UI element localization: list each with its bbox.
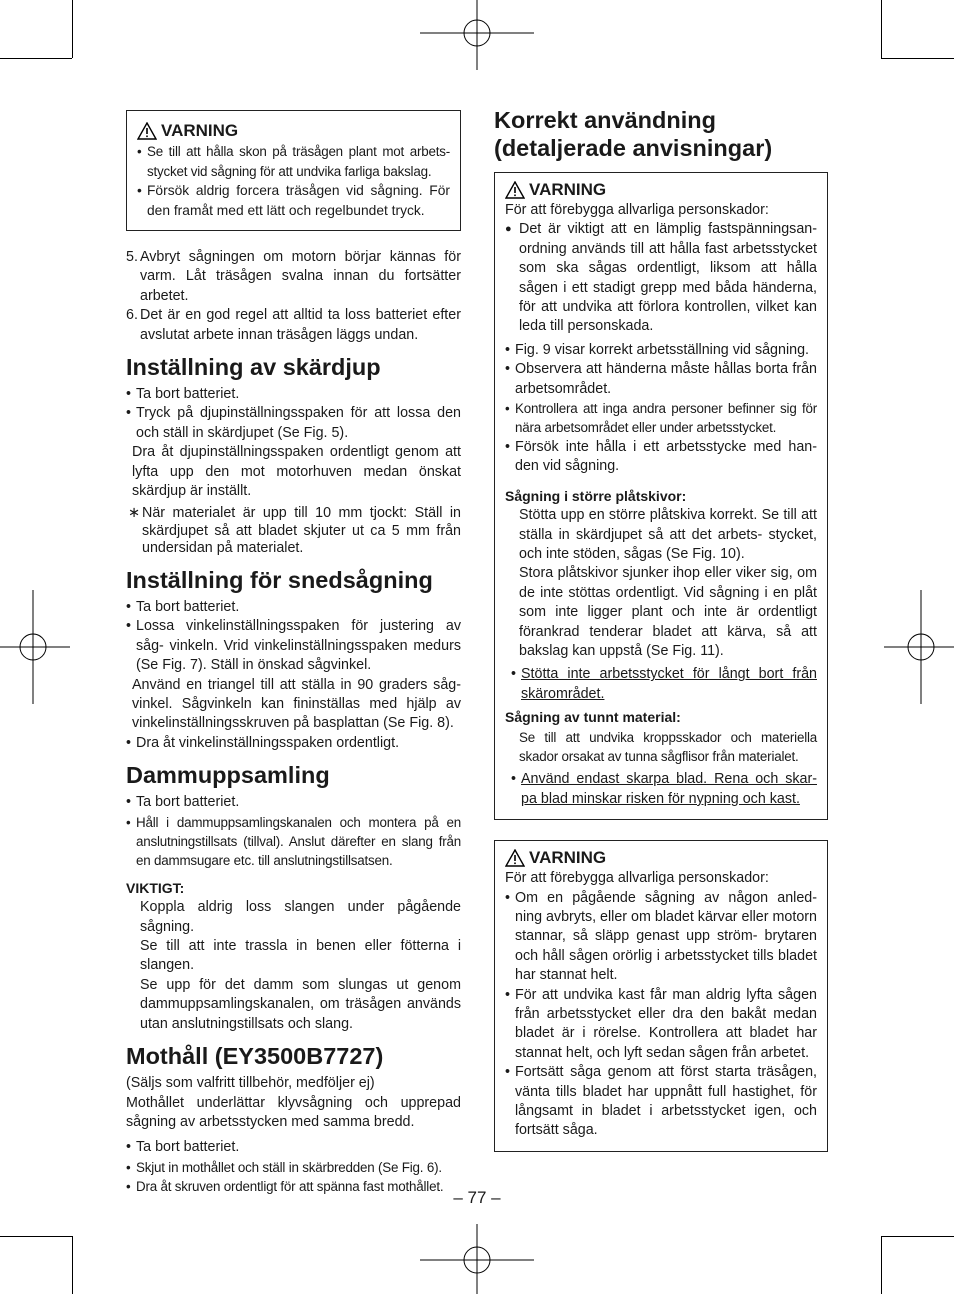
paragraph: Dra åt djupinställningsspaken ordentligt genom att lyfta upp den mot motorhuven medan önskat skärdjup är inställt. [132, 444, 461, 500]
warning-heading [505, 179, 817, 201]
paragraph: Se till att undvika kroppsskador och materiella skador orsakat av tunna sågflisor från materialet. [519, 729, 817, 764]
list-item: • Om en pågående sågning av någon anled- ning avbryts, eller om bladet kärvar eller motorn stannar, så släpp genast upp ström- brytaren och håll sågen orörlig i arbetsstycket tills bladet har stannat helt. [505, 889, 817, 986]
section-title-correct-use: Korrekt användning (detaljerade anvisningar) [494, 107, 773, 161]
list-item: • Fig. 9 visar korrekt arbetsställning vid sågning. [505, 341, 817, 360]
paragraph: (Säljs som valfritt tillbehör, medföljer ej) [126, 1075, 375, 1092]
list-item: • Se till att hålla skon på träsågen plant mot arbets- stycket vid sågning för att undvika farliga bakslag. [137, 142, 450, 181]
paragraph: Se till att inte trassla in benen eller fötterna i slangen. [140, 938, 461, 974]
list-item: • Ta bort batteriet. [126, 385, 461, 404]
registration-mark-top [420, 0, 534, 70]
section-title-fence: Mothåll (EY3500B7727) [126, 1043, 384, 1070]
paragraph: Mothållet underlättar klyvsågning och upprepad sågning av arbetsstycken med samma bredd. [126, 1094, 461, 1130]
warning-intro: För att förebygga allvarliga personskador: [505, 870, 769, 887]
warning-heading-text: VARNING [161, 121, 239, 140]
list-item: • Försök aldrig forcera träsågen vid sågning. För den framåt med ett lätt och regelbundet tryck. [137, 181, 450, 220]
warning-intro: För att förebygga allvarliga personskador: [505, 202, 769, 218]
warning-box-saw-shoe [126, 110, 461, 231]
list-item: • Lossa vinkelinställningsspaken för justering av såg- vinkeln. Vrid vinkelinställningsspaken medurs (Se Fig. 7). Ställ in önskad sågvinkel. [126, 617, 461, 675]
important-label: VIKTIGT: [126, 879, 185, 896]
list-item: • Ta bort batteriet. [126, 598, 461, 617]
left-column [126, 110, 461, 1197]
note: ∗ När materialet är upp till 10 mm tjockt: Ställ in skärdjupet så att bladet skjuter ut ca 5 mm från undersidan på materialet. [126, 505, 461, 558]
subheading: Sågning i större plåtskivor: [505, 487, 687, 504]
list-item: • Skjut in mothållet och ställ in skärbredden (Se Fig. 6). [126, 1158, 461, 1177]
warning-heading-text: VARNING [529, 180, 607, 199]
warning-heading-text: VARNING [529, 848, 607, 868]
page-number: – 77 – [453, 1188, 501, 1207]
paragraph: Använd en triangel till att ställa in 90 graders såg- vinkel. Sågvinkeln kan fininställas med hjälp av vinkelinställningsskruven på basplattan (Se Fig. 8). [132, 676, 461, 732]
list-item: • Använd endast skarpa blad. Rena och skar- pa blad minskar risken för nypning och kast. [511, 770, 817, 809]
registration-mark-bottom [420, 1224, 534, 1294]
section-title-dust: Dammuppsamling [126, 762, 330, 789]
list-item: • Dra åt skruven ordentligt för att spänna fast mothållet. [126, 1177, 461, 1196]
list-item: • Försök inte hålla i ett arbetsstycke med han- den vid sågning. [505, 438, 817, 477]
list-item: • Kontrollera att inga andra personer befinner sig för nära arbetsområdet eller under arbetsstycket. [505, 399, 817, 438]
paragraph: Stötta upp en större plåtskiva korrekt. Se till att ställa in skärdjupet så att det arbets- stycket, och inte stöden, sågas (Se Fig. 10). [519, 507, 817, 562]
registration-mark-right [884, 590, 954, 704]
list-item: • Dra åt vinkelinställningsspaken ordentligt. [126, 734, 461, 753]
list-item: • För att undvika kast får man aldrig lyfta sågen från arbetsstycket eller dra den bakåt medan bladet är i rörelse. Kontrollera att bladet har stannat helt, och lyft sedan sågen från arbetet. [505, 986, 817, 1064]
warning-box-correct-use [494, 172, 828, 820]
registration-mark-left [0, 590, 70, 704]
step-text: Det är en god regel att alltid ta loss batteriet efter avslutat arbete innan träsågen läggs undan. [140, 307, 461, 343]
step-number: 6. [126, 307, 138, 324]
warning-triangle-icon [505, 181, 525, 199]
list-item: ● Det är viktigt att en lämplig fastspänningsan- ordning används till att hålla fast arbetsstycket som ska sågas ordentligt, liksom att hålla sågen i ett stadigt grepp med båda händerna, för att undvika att förlora kontrollen, vilket kan leda till personskada. [505, 220, 817, 336]
warning-heading [137, 120, 450, 142]
warning-triangle-icon [137, 122, 157, 140]
step-5 [126, 248, 461, 306]
paragraph: Koppla aldrig loss slangen under pågående sågning. [140, 899, 461, 935]
section-title-depth: Inställning av skärdjup [126, 354, 381, 381]
list-item: • Fortsätt såga genom att först starta träsågen, vänta tills bladet har uppnått full hastighet, för långsamt in bladet i arbetsstycket igen, och fortsätt såga. [505, 1063, 817, 1141]
list-item: • Ta bort batteriet. [126, 793, 461, 812]
subheading: Sågning av tunnt material: [505, 709, 681, 726]
warning-box-kickback [494, 840, 828, 1152]
warning-heading [505, 847, 817, 869]
list-item: • Håll i dammuppsamlingskanalen och montera på en anslutningstillsats (tillval). Anslut därefter en slang från en dammsugare etc. till anslutningstillsatsen. [126, 813, 461, 871]
warning-triangle-icon [505, 849, 525, 867]
list-item: • Tryck på djupinställningsspaken för att lossa den och ställ in skärdjupet (Se Fig. 5). [126, 404, 461, 443]
right-column [494, 106, 828, 1152]
step-text: Avbryt sågningen om motorn börjar kännas för varm. Låt träsågen svalna innan du fortsätter arbetet. [140, 249, 461, 304]
list-item: • Ta bort batteriet. [126, 1138, 461, 1157]
step-number: 5. [126, 249, 138, 265]
list-item: • Observera att händerna måste hållas borta från arbetsområdet. [505, 360, 817, 399]
paragraph: Stora plåtskivor sjunker ihop eller viker sig, om de inte stöttas ordentligt. Vid sågning i en plåt som inte ligger plant och inte är ordentligt förankrad tenderar bladet att kärva, så att bakslag kan uppstå (Se Fig. 11). [519, 565, 817, 659]
paragraph: Se upp för det damm som slungas ut genom dammuppsamlingskanalen, om träsågen används utan anslutningstillsats och slang. [140, 976, 461, 1032]
section-title-bevel: Inställning för snedsågning [126, 566, 433, 593]
list-item: • Stötta inte arbetsstycket för långt bort från skärområdet. [511, 665, 817, 704]
step-6 [126, 306, 461, 345]
